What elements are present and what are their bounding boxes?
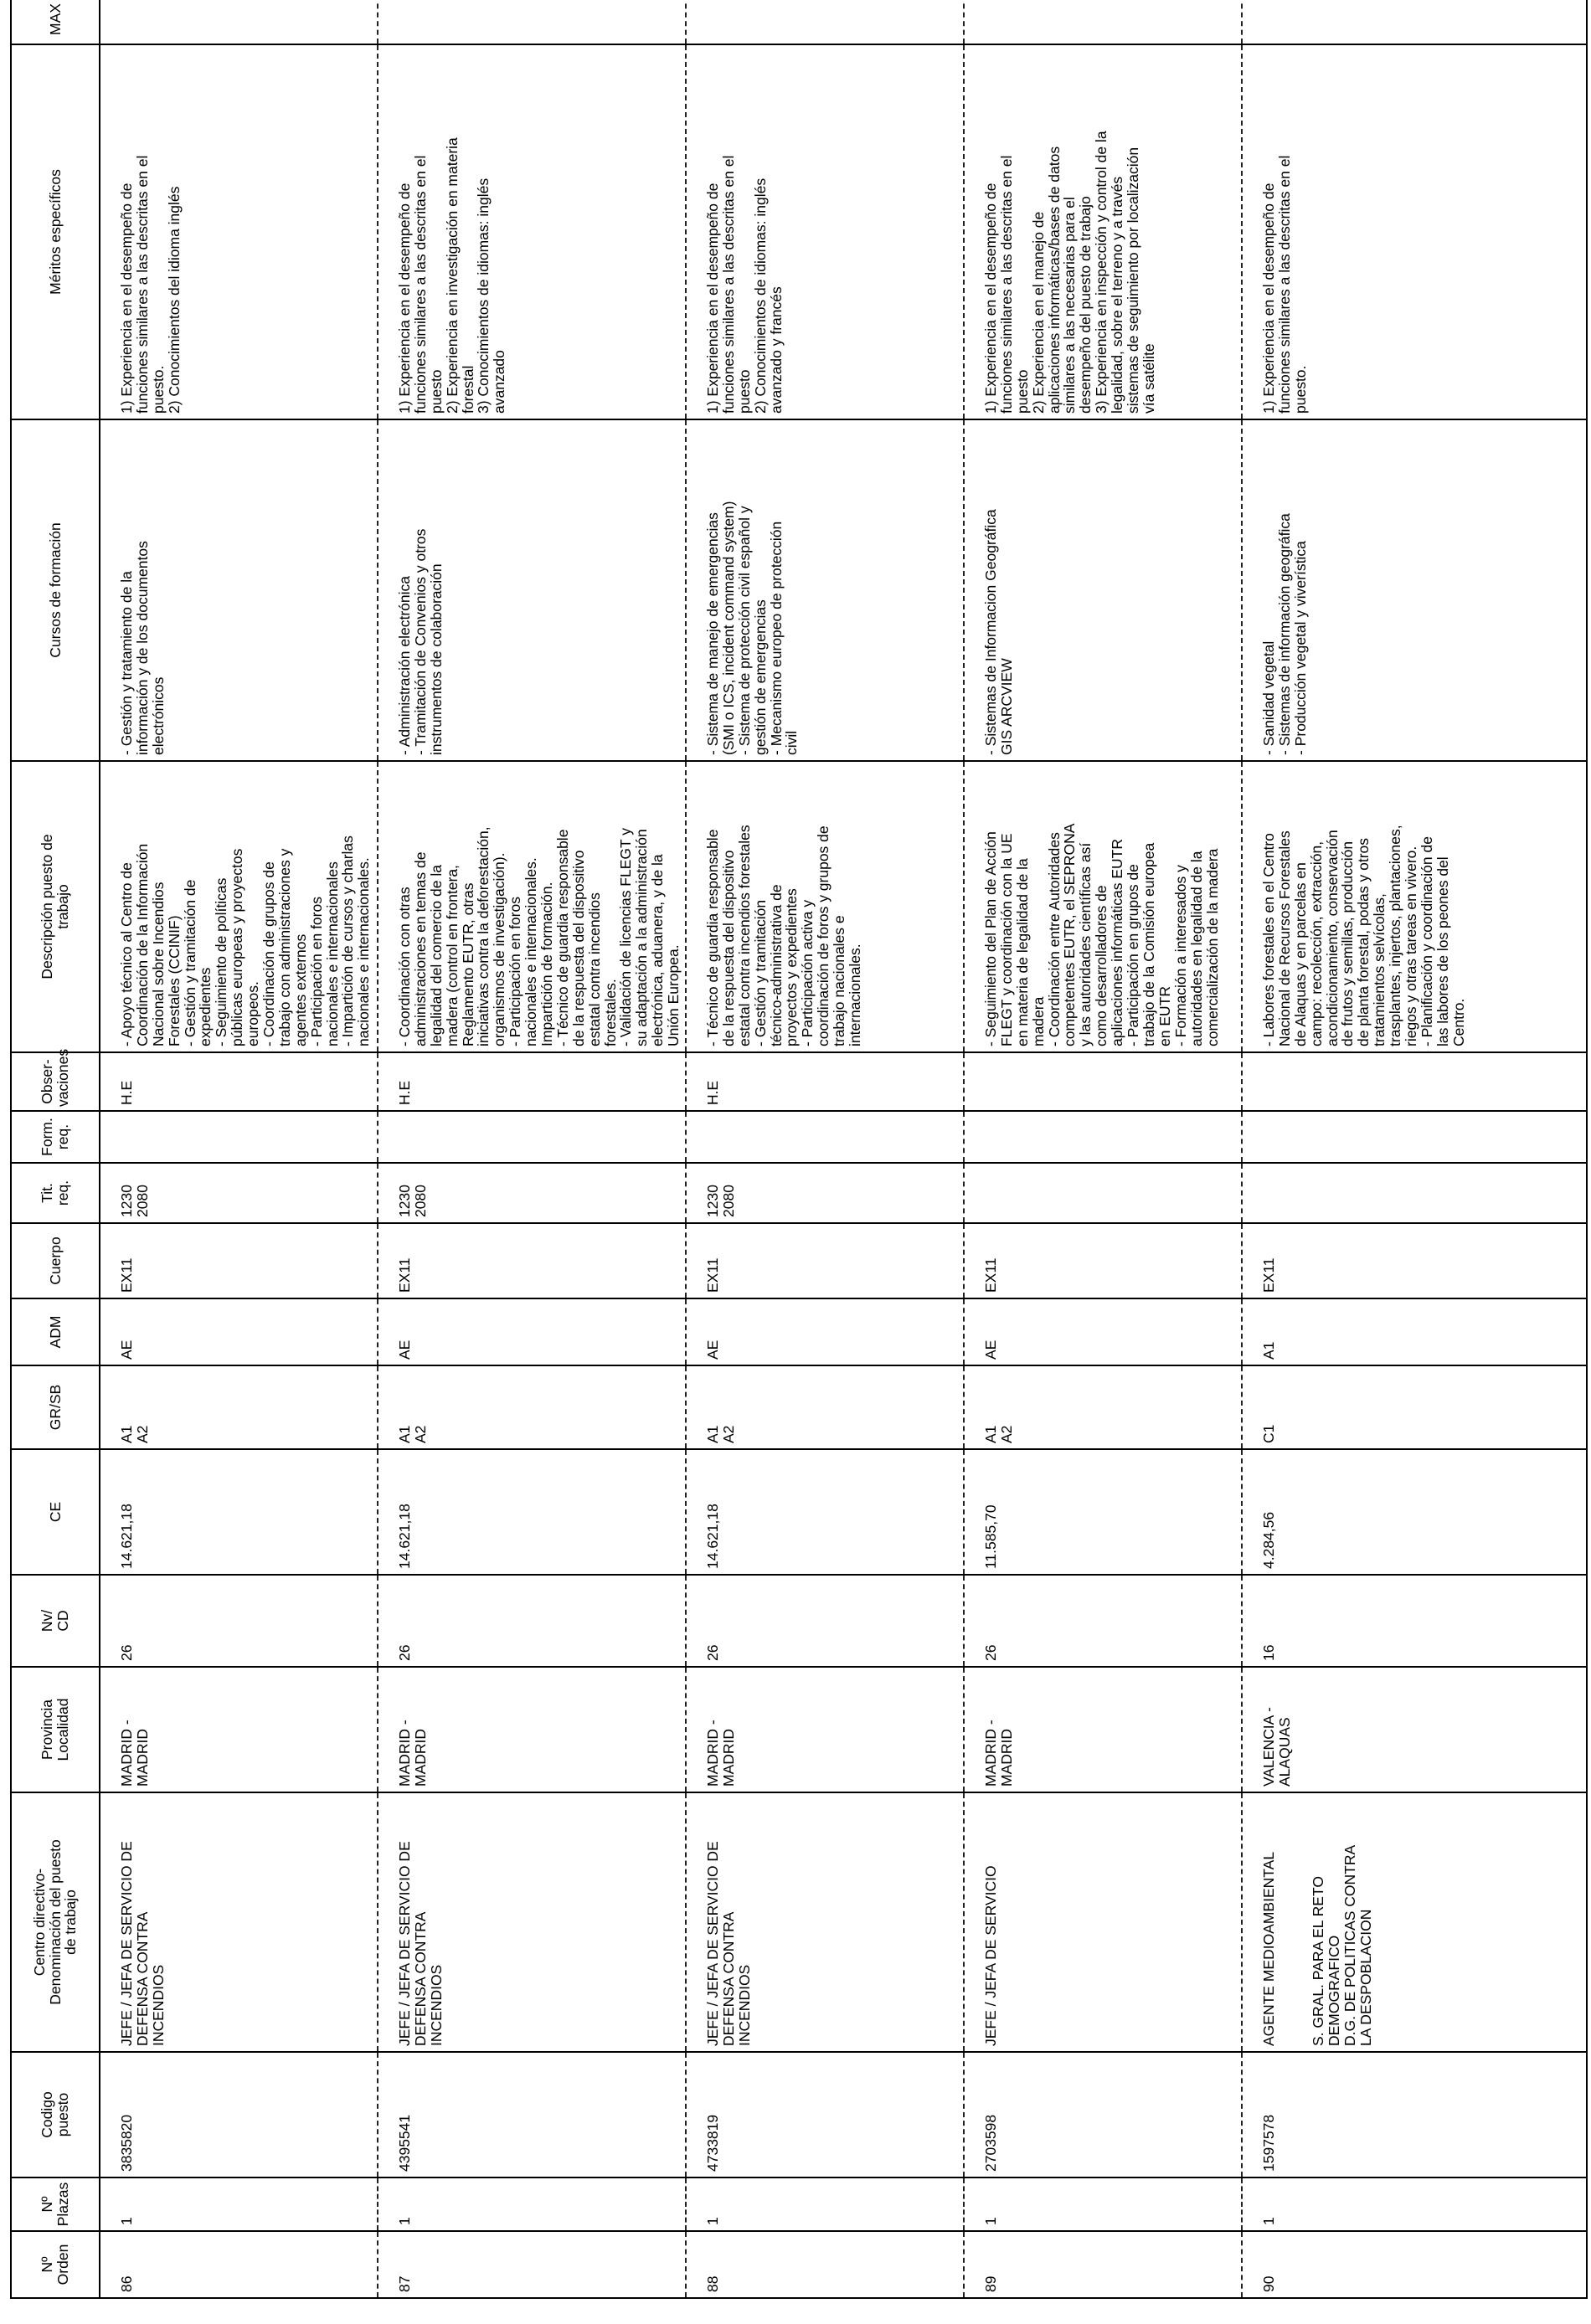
- cell-plazas: 1: [964, 2177, 1242, 2231]
- cell-ce: 14.621,18: [686, 1449, 964, 1575]
- cell-cursos: - Gestión y tratamiento de la información y de los documentos electrónicos: [100, 419, 378, 761]
- table-row: [686, 0, 964, 2298]
- header-grupo: GR/SB: [11, 1365, 100, 1449]
- cell-nivel: 26: [378, 1575, 686, 1667]
- cell-codigo: 4395541: [378, 2052, 686, 2177]
- cell-adm: AE: [964, 1298, 1242, 1365]
- header-observaciones: Obser- vaciones: [11, 1052, 100, 1111]
- cell-adm: AE: [100, 1298, 378, 1365]
- cell-provincia: VALENCIA - ALAQUAS: [1242, 1667, 1587, 1792]
- cell-grupo: C1: [1242, 1365, 1587, 1449]
- header-centro: Centro directivo- Denominación del puesto de trabajo: [11, 1792, 100, 2052]
- cell-ce: 4.284,56: [1242, 1449, 1587, 1575]
- cell-grupo: A1 A2: [100, 1365, 378, 1449]
- header-formacion: Form. req.: [11, 1111, 100, 1163]
- cell-centro-with-footer: [1242, 1792, 1587, 2052]
- cell-nivel: 26: [100, 1575, 378, 1667]
- cell-grupo: A1 A2: [378, 1365, 686, 1449]
- table-row: [1242, 0, 1587, 2298]
- header-titulacion: Tit. req.: [11, 1163, 100, 1223]
- cell-codigo: 3835820: [100, 2052, 378, 2177]
- cell-observaciones: H.E: [100, 1052, 378, 1111]
- cell-formacion: [1242, 1111, 1587, 1163]
- cell-formacion: [964, 1111, 1242, 1163]
- header-cuerpo: Cuerpo: [11, 1223, 100, 1298]
- cell-titulacion: [1242, 1163, 1587, 1223]
- cell-descripcion: - Coordinación con otras administraciones en temas de legalidad del comercio de la madera (control en frontera, Reglamento EUTR, otras iniciativas contra la deforestación, organismos de investigación). - Participación en foros nacionales e internacionales. Impartición de formación. - Técnico de guardia responsable de la respuesta del dispositivo estatal contra incendios forestales. - Validación de licencias FLEGT y su adaptación a la administración electrónica, aduanera, y de la Unión Europea.: [378, 761, 686, 1052]
- cell-plazas: 1: [378, 2177, 686, 2231]
- cell-orden: 88: [686, 2231, 964, 2298]
- cell-meritos: 1) Experiencia en el desempeño de funciones similares a las descritas en el puesto 2) Experiencia en investigación en materia forestal 3) Conocimientos de idiomas: inglés avanzado: [378, 44, 686, 419]
- cell-nivel: 26: [964, 1575, 1242, 1667]
- section-heading-centro-directivo: S. GRAL. PARA EL RETO DEMOGRAFICO D.G. DE POLITICAS CONTRA LA DESPOBLACION: [1309, 1844, 1374, 2046]
- header-codigo: Codigo puesto: [11, 2052, 100, 2177]
- cell-codigo: 1597578: [1242, 2052, 1587, 2177]
- cell-titulacion: [964, 1163, 1242, 1223]
- cell-centro: JEFE / JEFA DE SERVICIO DE DEFENSA CONTRA INCENDIOS: [100, 1792, 378, 2052]
- header-row: [11, 0, 100, 2298]
- cell-titulacion: 1230 2080: [100, 1163, 378, 1223]
- cell-codigo: 2703598: [964, 2052, 1242, 2177]
- cell-ce: 11.585,70: [964, 1449, 1242, 1575]
- cell-adm: A1: [1242, 1298, 1587, 1365]
- cell-observaciones: H.E: [378, 1052, 686, 1111]
- header-ce: CE: [11, 1449, 100, 1575]
- cell-titulacion: 1230 2080: [686, 1163, 964, 1223]
- cell-centro: JEFE / JEFA DE SERVICIO: [964, 1792, 1242, 2052]
- cell-formacion: [686, 1111, 964, 1163]
- cell-max: [378, 0, 686, 44]
- header-orden: Nº Orden: [11, 2231, 100, 2298]
- cell-orden: 86: [100, 2231, 378, 2298]
- cell-grupo: A1 A2: [686, 1365, 964, 1449]
- header-adm: ADM: [11, 1298, 100, 1365]
- cell-orden: 90: [1242, 2231, 1587, 2298]
- cell-observaciones: [964, 1052, 1242, 1111]
- header-plazas: Nº Plazas: [11, 2177, 100, 2231]
- cell-observaciones: H.E: [686, 1052, 964, 1111]
- cell-codigo: 4733819: [686, 2052, 964, 2177]
- cell-meritos: 1) Experiencia en el desempeño de funciones similares a las descritas en el puesto. 2) Conocimientos del idioma inglés: [100, 44, 378, 419]
- cell-titulacion: 1230 2080: [378, 1163, 686, 1223]
- cell-provincia: MADRID - MADRID: [686, 1667, 964, 1792]
- cell-formacion: [378, 1111, 686, 1163]
- cell-formacion: [100, 1111, 378, 1163]
- header-provincia: Provincia Localidad: [11, 1667, 100, 1792]
- cell-plazas: 1: [1242, 2177, 1587, 2231]
- cell-descripcion: - Técnico de guardia responsable de la respuesta del dispositivo estatal contra incendios forestales - Gestión y tramitación técnico-administrativa de proyectos y expedientes - Participación activa y coordinación de foros y grupos de trabajo nacionales e internacionales.: [686, 761, 964, 1052]
- cell-descripcion: - Labores forestales en el Centro Nacional de Recursos Forestales de Alaquas y en parcelas en campo: recolección, extracción, acondicionamiento, conservación de frutos y semillas, producción de planta forestal, podas y otros tratamientos selvícolas, trasplantes, injertos, plantaciones, riegos y otras tareas en vivero. - Planificación y coordinación de las labores de los peones del Centro.: [1242, 761, 1587, 1052]
- cell-meritos: 1) Experiencia en el desempeño de funciones similares a las descritas en el puesto.: [1242, 44, 1587, 419]
- cell-ce: 14.621,18: [100, 1449, 378, 1575]
- cell-meritos: 1) Experiencia en el desempeño de funciones similares a las descritas en el puesto 2) Experiencia en el manejo de aplicaciones informáticas/bases de datos similares a las necesarias para el desempeño del puesto de trabajo 3) Experiencia en inspección y control de la legalidad, sobre el terreno y a través sistemas de seguimiento por localización vía satélite: [964, 44, 1242, 419]
- cell-descripcion: - Seguimiento del Plan de Acción FLEGT y coordinación con la UE en materia de legalidad de la madera - Coordinación entre Autoridades competentes EUTR, el SEPRONA y las autoridades científicas así como desarrolladores de aplicaciones informáticas EUTR - Participación en grupos de trabajo de la Comisión europea en EUTR - Formación a interesados y autoridades en legalidad de la comercialización de la madera: [964, 761, 1242, 1052]
- cell-adm: AE: [686, 1298, 964, 1365]
- cell-max: [964, 0, 1242, 44]
- cell-provincia: MADRID - MADRID: [378, 1667, 686, 1792]
- cell-cursos: - Sanidad vegetal - Sistemas de información geográfica - Producción vegetal y viverística: [1242, 419, 1587, 761]
- header-cursos: Cursos de formación: [11, 419, 100, 761]
- table-row: [378, 0, 686, 2298]
- cell-nivel: 16: [1242, 1575, 1587, 1667]
- table-row: [964, 0, 1242, 2298]
- header-max: MAX: [11, 0, 100, 44]
- cell-descripcion: - Apoyo técnico al Centro de Coordinación de la Información Nacional sobre Incendios Forestales (CCINIF) - Gestión y tramitación de expedientes - Seguimiento de políticas públicas europeas y proyectos europeos. - Coordinación de grupos de trabajo con administraciones y agentes externos - Participación en foros nacionales e internacionales - Impartición de cursos y charlas nacionales e internacionales.: [100, 761, 378, 1052]
- cell-max: [1242, 0, 1587, 44]
- cell-cursos: - Sistema de manejo de emergencias (SMI o ICS, incident command system) - Sistema de protección civil español y gestión de emergencias - Mecanismo europeo de protección civil: [686, 419, 964, 761]
- header-nivel: Nv/ CD: [11, 1575, 100, 1667]
- cell-cuerpo: EX11: [100, 1223, 378, 1298]
- cell-orden: 87: [378, 2231, 686, 2298]
- cell-max: [686, 0, 964, 44]
- job-positions-table: [10, 0, 1588, 2299]
- cell-orden: 89: [964, 2231, 1242, 2298]
- cell-ce: 14.621,18: [378, 1449, 686, 1575]
- cell-provincia: MADRID - MADRID: [964, 1667, 1242, 1792]
- cell-cuerpo: EX11: [378, 1223, 686, 1298]
- cell-observaciones: [1242, 1052, 1587, 1111]
- cell-plazas: 1: [686, 2177, 964, 2231]
- cell-adm: AE: [378, 1298, 686, 1365]
- cell-cursos: - Sistemas de Informacion Geográfica GIS ARCVIEW: [964, 419, 1242, 761]
- cell-plazas: 1: [100, 2177, 378, 2231]
- cell-cursos: - Administración electrónica - Tramitación de Convenios y otros instrumentos de colaboración: [378, 419, 686, 761]
- cell-meritos: 1) Experiencia en el desempeño de funciones similares a las descritas en el puesto 2) Conocimientos de idiomas: inglés avanzado y francés: [686, 44, 964, 419]
- cell-cuerpo: EX11: [964, 1223, 1242, 1298]
- header-descripcion: Descripción puesto de trabajo: [11, 761, 100, 1052]
- cell-grupo: A1 A2: [964, 1365, 1242, 1449]
- cell-nivel: 26: [686, 1575, 964, 1667]
- table-row: [100, 0, 378, 2298]
- header-meritos: Méritos específicos: [11, 44, 100, 419]
- cell-cuerpo: EX11: [686, 1223, 964, 1298]
- cell-max: [100, 0, 378, 44]
- cell-centro: JEFE / JEFA DE SERVICIO DE DEFENSA CONTRA INCENDIOS: [378, 1792, 686, 2052]
- cell-centro: AGENTE MEDIOAMBIENTAL: [1260, 1851, 1278, 2046]
- cell-centro: JEFE / JEFA DE SERVICIO DE DEFENSA CONTRA INCENDIOS: [686, 1792, 964, 2052]
- cell-cuerpo: EX11: [1242, 1223, 1587, 1298]
- cell-provincia: MADRID - MADRID: [100, 1667, 378, 1792]
